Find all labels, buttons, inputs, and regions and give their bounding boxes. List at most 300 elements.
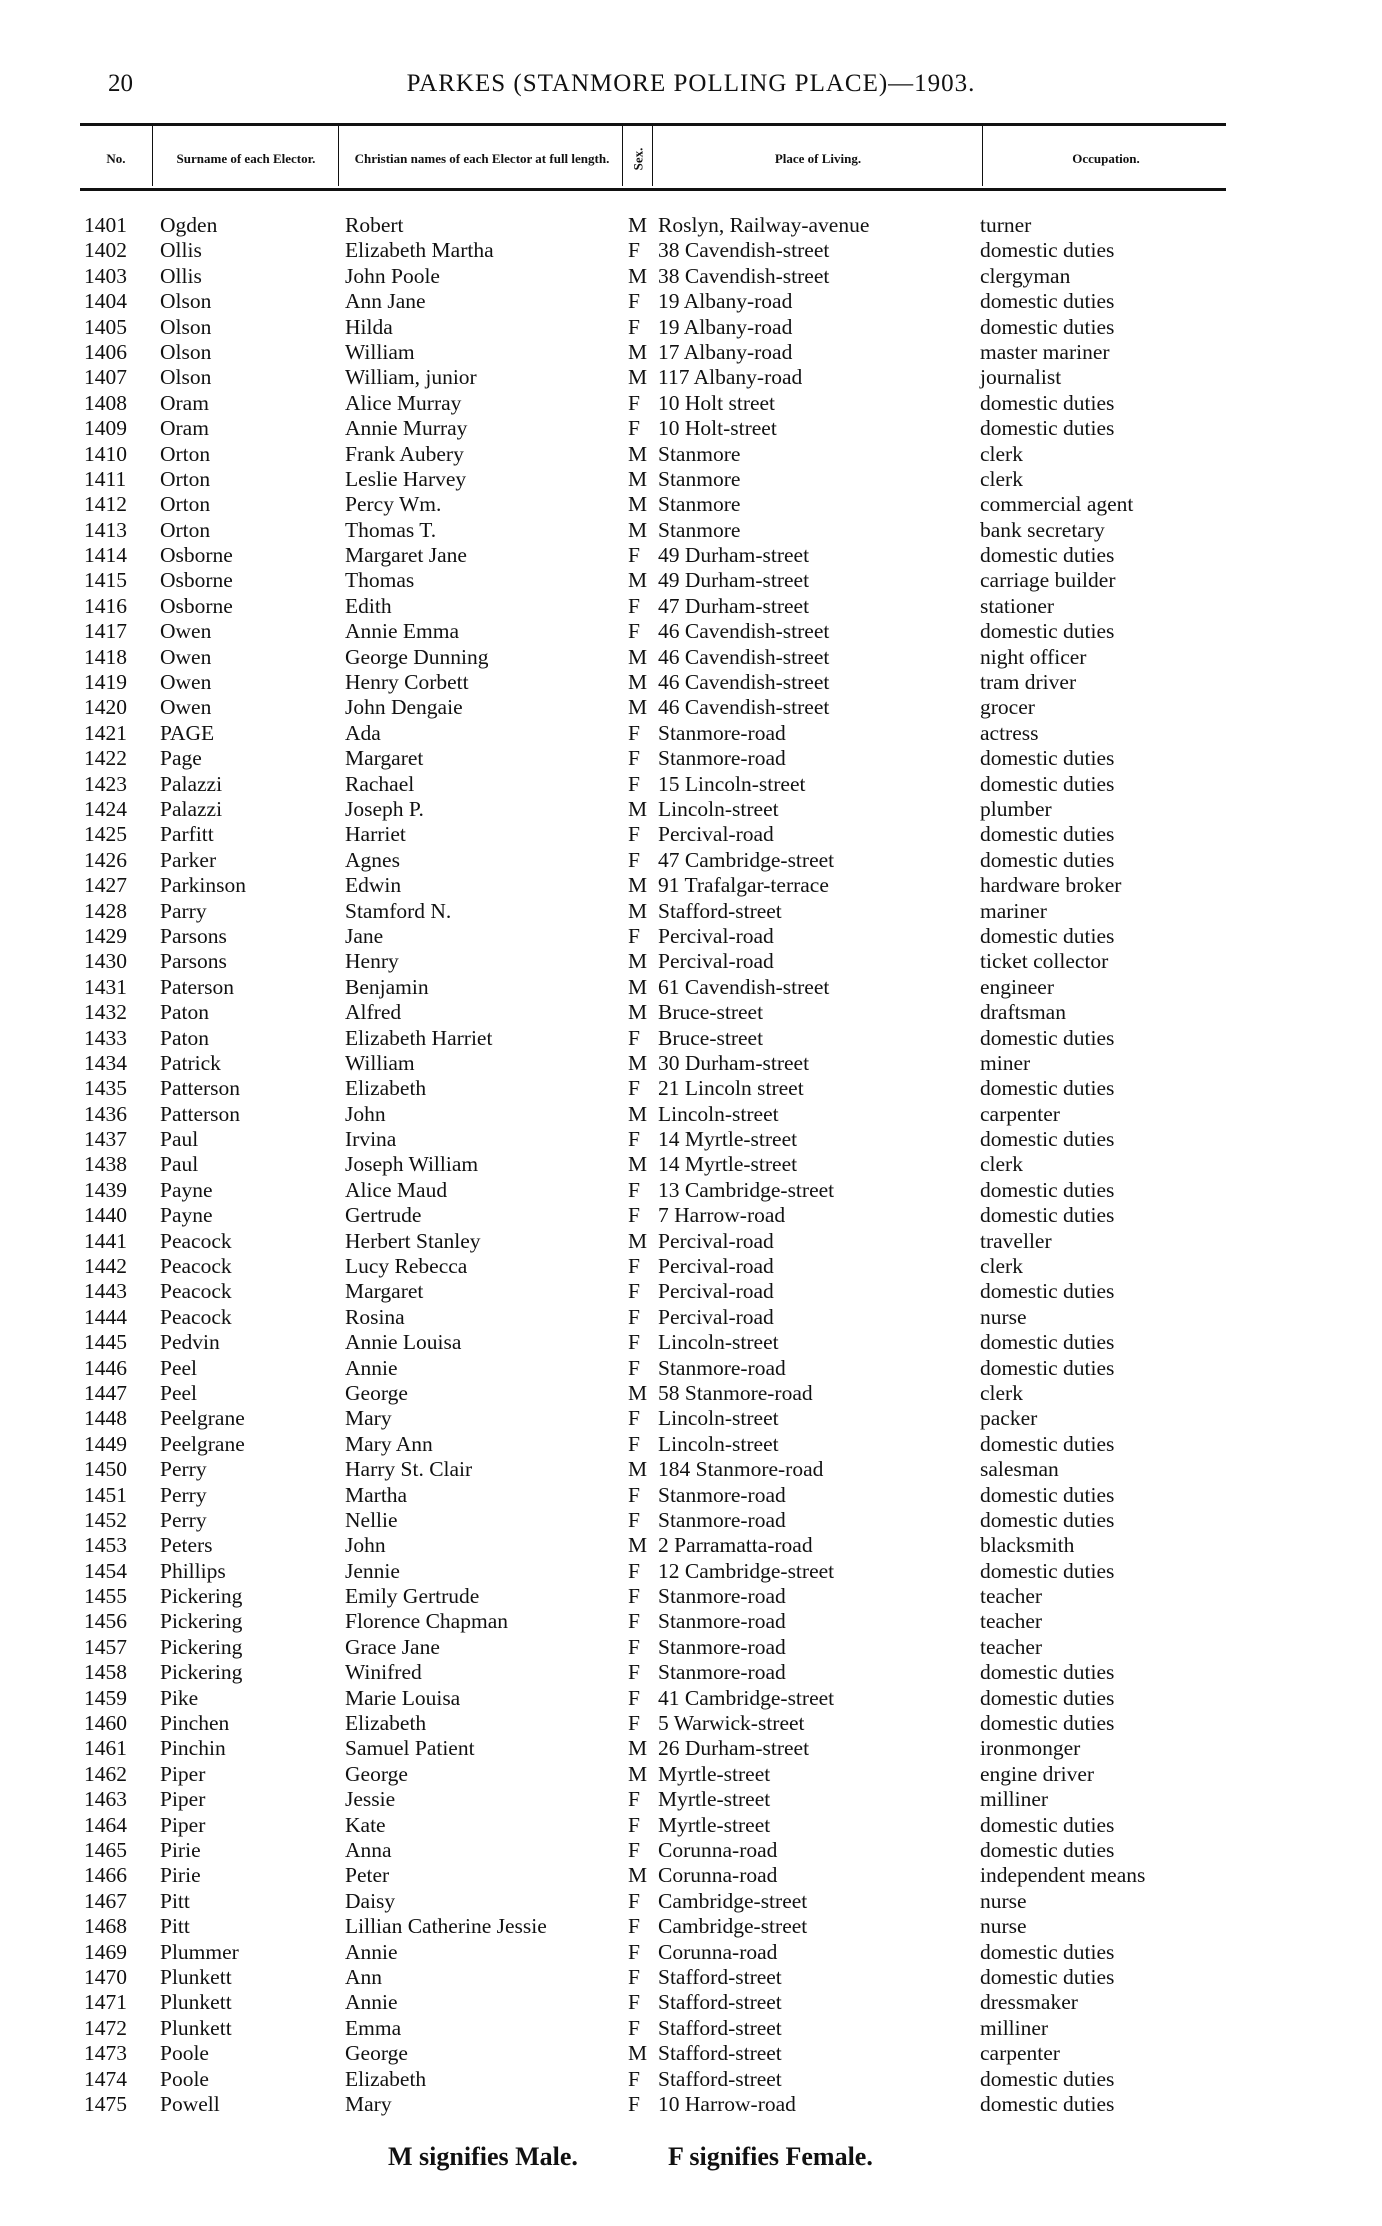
elector-sex: F [628, 1279, 640, 1304]
table-row [0, 2092, 1382, 2117]
elector-number: 1421 [84, 720, 127, 745]
elector-occupation: domestic duties [980, 1203, 1115, 1228]
elector-place-of-living: 19 Albany-road [658, 314, 793, 339]
elector-occupation: domestic duties [980, 619, 1115, 644]
elector-number: 1448 [84, 1406, 127, 1431]
elector-occupation: domestic duties [980, 1964, 1115, 1989]
elector-place-of-living: Bruce-street [658, 1025, 764, 1050]
elector-christian-names: Nellie [345, 1507, 398, 1532]
elector-sex: M [628, 1863, 648, 1888]
elector-sex: F [628, 1330, 640, 1355]
elector-place-of-living: Stafford-street [658, 2015, 782, 2040]
elector-surname: Parsons [160, 923, 227, 948]
elector-occupation: ticket collector [980, 949, 1109, 974]
elector-christian-names: Thomas [345, 568, 415, 593]
elector-occupation: turner [980, 213, 1032, 237]
elector-sex: M [628, 644, 648, 669]
elector-surname: Payne [160, 1203, 213, 1228]
elector-sex: M [628, 1457, 648, 1482]
elector-christian-names: Annie Emma [345, 619, 460, 644]
elector-sex: M [628, 1228, 648, 1253]
elector-christian-names: William [345, 1050, 415, 1075]
elector-place-of-living: Myrtle-street [658, 1761, 771, 1786]
elector-christian-names: Elizabeth Martha [345, 238, 494, 263]
elector-number: 1451 [84, 1482, 127, 1507]
elector-place-of-living: Cambridge-street [658, 1914, 808, 1939]
table-row [0, 1178, 1382, 1203]
elector-occupation: nurse [980, 1914, 1027, 1939]
table-row [0, 2016, 1382, 2041]
elector-number: 1444 [84, 1304, 127, 1329]
column-divider [622, 126, 623, 186]
elector-surname: Parfitt [160, 822, 214, 847]
table-row [0, 2041, 1382, 2066]
elector-occupation: engineer [980, 974, 1055, 999]
elector-number: 1431 [84, 974, 127, 999]
elector-christian-names: George [345, 1380, 408, 1405]
table-row [0, 1813, 1382, 1838]
elector-sex: F [628, 1711, 640, 1736]
elector-sex: M [628, 695, 648, 720]
elector-sex: M [628, 517, 648, 542]
top-rule [80, 123, 1226, 126]
elector-surname: Parry [160, 898, 207, 923]
elector-number: 1442 [84, 1254, 127, 1279]
elector-occupation: traveller [980, 1228, 1052, 1253]
table-row [0, 492, 1382, 517]
table-row [0, 848, 1382, 873]
elector-sex: F [628, 1355, 640, 1380]
elector-place-of-living: Stanmore [658, 492, 741, 517]
elector-occupation: domestic duties [980, 1177, 1115, 1202]
elector-number: 1430 [84, 949, 127, 974]
elector-number: 1403 [84, 263, 127, 288]
elector-surname: Pitt [160, 1914, 190, 1939]
elector-occupation: teacher [980, 1584, 1043, 1609]
elector-number: 1423 [84, 771, 127, 796]
elector-surname: Oram [160, 390, 209, 415]
column-header-occupation: Occupation. [1072, 151, 1140, 166]
elector-occupation: blacksmith [980, 1533, 1075, 1558]
elector-number: 1449 [84, 1431, 127, 1456]
female-note: F signifies Female. [668, 2142, 873, 2171]
elector-christian-names: Harriet [345, 822, 406, 847]
elector-christian-names: Emily Gertrude [345, 1584, 480, 1609]
elector-sex: F [628, 238, 640, 263]
table-row [0, 1965, 1382, 1990]
elector-place-of-living: 91 Trafalgar-terrace [658, 873, 829, 898]
elector-number: 1427 [84, 873, 127, 898]
elector-surname: Orton [160, 492, 211, 517]
elector-surname: Ollis [160, 263, 202, 288]
elector-surname: Osborne [160, 543, 233, 568]
elector-sex: F [628, 619, 640, 644]
table-row [0, 1051, 1382, 1076]
elector-sex: F [628, 1685, 640, 1710]
elector-occupation: domestic duties [980, 238, 1115, 263]
table-row [0, 1635, 1382, 1660]
table-row [0, 1533, 1382, 1558]
table-row [0, 340, 1382, 365]
elector-occupation: clerk [980, 1152, 1023, 1177]
elector-occupation: domestic duties [980, 1711, 1115, 1736]
elector-occupation: engine driver [980, 1761, 1095, 1786]
elector-christian-names: Samuel Patient [345, 1736, 475, 1761]
table-row [0, 391, 1382, 416]
table-row [0, 645, 1382, 670]
elector-occupation: draftsman [980, 1000, 1066, 1025]
elector-surname: Palazzi [160, 771, 223, 796]
elector-occupation: clerk [980, 466, 1023, 491]
elector-place-of-living: Stanmore-road [658, 720, 786, 745]
elector-surname: Owen [160, 695, 212, 720]
elector-place-of-living: 10 Harrow-road [658, 2091, 796, 2116]
elector-christian-names: John Poole [345, 263, 440, 288]
elector-place-of-living: Percival-road [658, 923, 774, 948]
elector-occupation: actress [980, 720, 1039, 745]
elector-sex: M [628, 365, 648, 390]
column-divider [982, 126, 983, 186]
elector-place-of-living: 38 Cavendish-street [658, 238, 830, 263]
elector-surname: Orton [160, 441, 211, 466]
elector-number: 1429 [84, 923, 127, 948]
table-row [0, 1102, 1382, 1127]
elector-place-of-living: 184 Stanmore-road [658, 1457, 824, 1482]
elector-place-of-living: 17 Albany-road [658, 339, 793, 364]
elector-number: 1435 [84, 1076, 127, 1101]
table-row [0, 1076, 1382, 1101]
elector-place-of-living: Stafford-street [658, 1990, 782, 2015]
elector-occupation: domestic duties [980, 2066, 1115, 2091]
elector-occupation: grocer [980, 695, 1035, 720]
elector-christian-names: Joseph P. [345, 796, 424, 821]
elector-occupation: domestic duties [980, 314, 1115, 339]
elector-occupation: clerk [980, 441, 1023, 466]
elector-surname: Patterson [160, 1101, 241, 1126]
elector-place-of-living: 12 Cambridge-street [658, 1558, 835, 1583]
elector-christian-names: Benjamin [345, 974, 429, 999]
elector-christian-names: Edith [345, 593, 392, 618]
elector-surname: Piper [160, 1761, 206, 1786]
elector-occupation: domestic duties [980, 390, 1115, 415]
elector-christian-names: Herbert Stanley [345, 1228, 481, 1253]
elector-place-of-living: Percival-road [658, 949, 774, 974]
table-row [0, 695, 1382, 720]
elector-sex: F [628, 289, 640, 314]
elector-number: 1465 [84, 1838, 127, 1862]
elector-occupation: domestic duties [980, 1812, 1115, 1837]
elector-christian-names: Stamford N. [345, 898, 452, 923]
column-header-christian: Christian names of each Elector at full length. [354, 151, 610, 166]
table-row [0, 416, 1382, 441]
table-row [0, 365, 1382, 390]
elector-place-of-living: Lincoln-street [658, 1406, 779, 1431]
elector-place-of-living: 49 Durham-street [658, 543, 810, 568]
elector-occupation: clergyman [980, 263, 1071, 288]
elector-surname: Osborne [160, 568, 233, 593]
table-row [0, 746, 1382, 771]
elector-number: 1402 [84, 238, 127, 263]
elector-sex: F [628, 1990, 640, 2015]
elector-surname: Peelgrane [160, 1431, 245, 1456]
elector-christian-names: Jennie [345, 1558, 400, 1583]
table-row [0, 1559, 1382, 1584]
elector-christian-names: Daisy [345, 1888, 396, 1913]
table-row [0, 772, 1382, 797]
elector-place-of-living: 7 Harrow-road [658, 1203, 786, 1228]
elector-table [0, 213, 1382, 2117]
elector-sex: F [628, 1584, 640, 1609]
elector-occupation: domestic duties [980, 416, 1115, 441]
elector-place-of-living: 5 Warwick-street [658, 1711, 805, 1736]
elector-christian-names: Mary [345, 2091, 392, 2116]
table-row [0, 518, 1382, 543]
elector-place-of-living: Lincoln-street [658, 1101, 779, 1126]
elector-occupation: carpenter [980, 2041, 1060, 2066]
elector-christian-names: George [345, 2041, 408, 2066]
elector-sex: M [628, 2041, 648, 2066]
elector-number: 1414 [84, 543, 127, 568]
elector-christian-names: Elizabeth Harriet [345, 1025, 493, 1050]
elector-number: 1417 [84, 619, 127, 644]
elector-sex: F [628, 1406, 640, 1431]
elector-sex: F [628, 771, 640, 796]
elector-sex: F [628, 1304, 640, 1329]
elector-surname: Osborne [160, 593, 233, 618]
elector-number: 1459 [84, 1685, 127, 1710]
elector-surname: Owen [160, 644, 212, 669]
elector-occupation: teacher [980, 1609, 1043, 1634]
elector-occupation: clerk [980, 1380, 1023, 1405]
elector-surname: Plunkett [160, 1990, 232, 2015]
elector-number: 1416 [84, 593, 127, 618]
elector-number: 1443 [84, 1279, 127, 1304]
elector-surname: Pirie [160, 1863, 201, 1888]
elector-sex: M [628, 441, 648, 466]
table-row [0, 1914, 1382, 1939]
elector-place-of-living: 41 Cambridge-street [658, 1685, 835, 1710]
elector-number: 1424 [84, 796, 127, 821]
table-row [0, 1356, 1382, 1381]
elector-occupation: domestic duties [980, 1558, 1115, 1583]
elector-surname: PAGE [160, 720, 215, 745]
elector-christian-names: Irvina [345, 1127, 397, 1152]
elector-number: 1439 [84, 1177, 127, 1202]
elector-christian-names: Rosina [345, 1304, 405, 1329]
elector-occupation: stationer [980, 593, 1055, 618]
elector-place-of-living: 13 Cambridge-street [658, 1177, 835, 1202]
elector-number: 1466 [84, 1863, 127, 1888]
elector-number: 1441 [84, 1228, 127, 1253]
elector-place-of-living: 46 Cavendish-street [658, 670, 830, 695]
elector-christian-names: Gertrude [345, 1203, 422, 1228]
elector-sex: M [628, 339, 648, 364]
elector-sex: M [628, 1736, 648, 1761]
elector-surname: Peacock [160, 1254, 232, 1279]
elector-place-of-living: 49 Durham-street [658, 568, 810, 593]
elector-occupation: domestic duties [980, 1838, 1115, 1862]
elector-sex: M [628, 670, 648, 695]
elector-occupation: milliner [980, 2015, 1049, 2040]
elector-sex: M [628, 949, 648, 974]
elector-christian-names: Peter [345, 1863, 390, 1888]
elector-surname: Ollis [160, 238, 202, 263]
table-row [0, 1508, 1382, 1533]
elector-number: 1419 [84, 670, 127, 695]
table-row [0, 213, 1382, 238]
elector-place-of-living: Stanmore-road [658, 1609, 786, 1634]
elector-number: 1409 [84, 416, 127, 441]
elector-number: 1454 [84, 1558, 127, 1583]
table-row [0, 1863, 1382, 1888]
elector-christian-names: Margaret Jane [345, 543, 467, 568]
elector-place-of-living: Cambridge-street [658, 1888, 808, 1913]
elector-christian-names: Harry St. Clair [345, 1457, 473, 1482]
elector-sex: M [628, 1000, 648, 1025]
running-title: PARKES (STANMORE POLLING PLACE)—1903. [406, 70, 976, 97]
elector-christian-names: Percy Wm. [345, 492, 442, 517]
elector-number: 1407 [84, 365, 127, 390]
elector-sex: F [628, 1838, 640, 1862]
table-row [0, 1762, 1382, 1787]
elector-surname: Plunkett [160, 1964, 232, 1989]
elector-place-of-living: 61 Cavendish-street [658, 974, 830, 999]
elector-christian-names: Margaret [345, 1279, 424, 1304]
elector-christian-names: Lillian Catherine Jessie [345, 1914, 547, 1939]
elector-occupation: night officer [980, 644, 1087, 669]
elector-surname: Peel [160, 1355, 198, 1380]
elector-place-of-living: Corunna-road [658, 1838, 778, 1862]
table-row [0, 594, 1382, 619]
elector-number: 1475 [84, 2091, 127, 2116]
elector-christian-names: Margaret [345, 746, 424, 771]
elector-number: 1406 [84, 339, 127, 364]
elector-number: 1440 [84, 1203, 127, 1228]
elector-surname: Orton [160, 517, 211, 542]
table-row [0, 822, 1382, 847]
elector-sex: F [628, 1025, 640, 1050]
elector-christian-names: Mary Ann [345, 1431, 433, 1456]
elector-occupation: clerk [980, 1254, 1023, 1279]
elector-number: 1467 [84, 1888, 127, 1913]
elector-sex: F [628, 1203, 640, 1228]
elector-place-of-living: Percival-road [658, 1279, 774, 1304]
elector-place-of-living: 38 Cavendish-street [658, 263, 830, 288]
table-row [0, 2067, 1382, 2092]
elector-place-of-living: 47 Cambridge-street [658, 847, 835, 872]
elector-sex: F [628, 1634, 640, 1659]
table-row [0, 1787, 1382, 1812]
elector-surname: Owen [160, 670, 212, 695]
elector-sex: M [628, 263, 648, 288]
elector-surname: Pickering [160, 1609, 243, 1634]
elector-sex: F [628, 416, 640, 441]
column-header-sex-label: Sex. [630, 147, 645, 171]
elector-occupation: teacher [980, 1634, 1043, 1659]
elector-occupation: commercial agent [980, 492, 1134, 517]
elector-christian-names: Elizabeth [345, 1711, 427, 1736]
table-row [0, 568, 1382, 593]
elector-place-of-living: 15 Lincoln-street [658, 771, 806, 796]
elector-occupation: nurse [980, 1888, 1027, 1913]
elector-occupation: domestic duties [980, 1076, 1115, 1101]
elector-surname: Palazzi [160, 796, 223, 821]
elector-place-of-living: 117 Albany-road [658, 365, 803, 390]
elector-sex: M [628, 1761, 648, 1786]
elector-occupation: carriage builder [980, 568, 1116, 593]
elector-number: 1447 [84, 1380, 127, 1405]
elector-surname: Perry [160, 1507, 207, 1532]
table-row [0, 442, 1382, 467]
elector-surname: Powell [160, 2091, 220, 2116]
elector-christian-names: Grace Jane [345, 1634, 440, 1659]
elector-place-of-living: 14 Myrtle-street [658, 1152, 798, 1177]
column-divider [152, 126, 153, 186]
elector-place-of-living: Percival-road [658, 1304, 774, 1329]
elector-surname: Parsons [160, 949, 227, 974]
elector-sex: F [628, 1787, 640, 1812]
elector-place-of-living: 10 Holt-street [658, 416, 777, 441]
elector-sex: F [628, 1812, 640, 1837]
elector-place-of-living: Stafford-street [658, 2041, 782, 2066]
elector-surname: Pickering [160, 1660, 243, 1685]
elector-number: 1425 [84, 822, 127, 847]
elector-number: 1413 [84, 517, 127, 542]
elector-place-of-living: 14 Myrtle-street [658, 1127, 798, 1152]
elector-sex: F [628, 2066, 640, 2091]
elector-sex: M [628, 568, 648, 593]
elector-number: 1404 [84, 289, 127, 314]
elector-surname: Pickering [160, 1584, 243, 1609]
table-row [0, 1152, 1382, 1177]
elector-place-of-living: Stanmore-road [658, 1584, 786, 1609]
elector-sex: F [628, 314, 640, 339]
table-row [0, 238, 1382, 263]
elector-sex: M [628, 1533, 648, 1558]
elector-sex: F [628, 1660, 640, 1685]
table-row [0, 1609, 1382, 1634]
elector-occupation: domestic duties [980, 1355, 1115, 1380]
elector-occupation: domestic duties [980, 822, 1115, 847]
elector-sex: F [628, 1482, 640, 1507]
elector-surname: Pedvin [160, 1330, 220, 1355]
elector-occupation: domestic duties [980, 1330, 1115, 1355]
elector-number: 1460 [84, 1711, 127, 1736]
elector-sex: F [628, 923, 640, 948]
elector-number: 1457 [84, 1634, 127, 1659]
elector-number: 1473 [84, 2041, 127, 2066]
elector-place-of-living: 10 Holt street [658, 390, 776, 415]
elector-occupation: master mariner [980, 339, 1110, 364]
elector-surname: Olson [160, 314, 212, 339]
elector-surname: Olson [160, 339, 212, 364]
elector-sex: F [628, 2091, 640, 2116]
elector-number: 1434 [84, 1050, 127, 1075]
elector-occupation: domestic duties [980, 1025, 1115, 1050]
table-row [0, 1305, 1382, 1330]
elector-surname: Peelgrane [160, 1406, 245, 1431]
elector-number: 1405 [84, 314, 127, 339]
elector-christian-names: Florence Chapman [345, 1609, 508, 1634]
table-row [0, 1203, 1382, 1228]
elector-place-of-living: 47 Durham-street [658, 593, 810, 618]
elector-place-of-living: Stafford-street [658, 1964, 782, 1989]
elector-number: 1472 [84, 2015, 127, 2040]
elector-sex: M [628, 796, 648, 821]
elector-sex: M [628, 1050, 648, 1075]
elector-place-of-living: Lincoln-street [658, 796, 779, 821]
elector-surname: Paul [160, 1127, 199, 1152]
